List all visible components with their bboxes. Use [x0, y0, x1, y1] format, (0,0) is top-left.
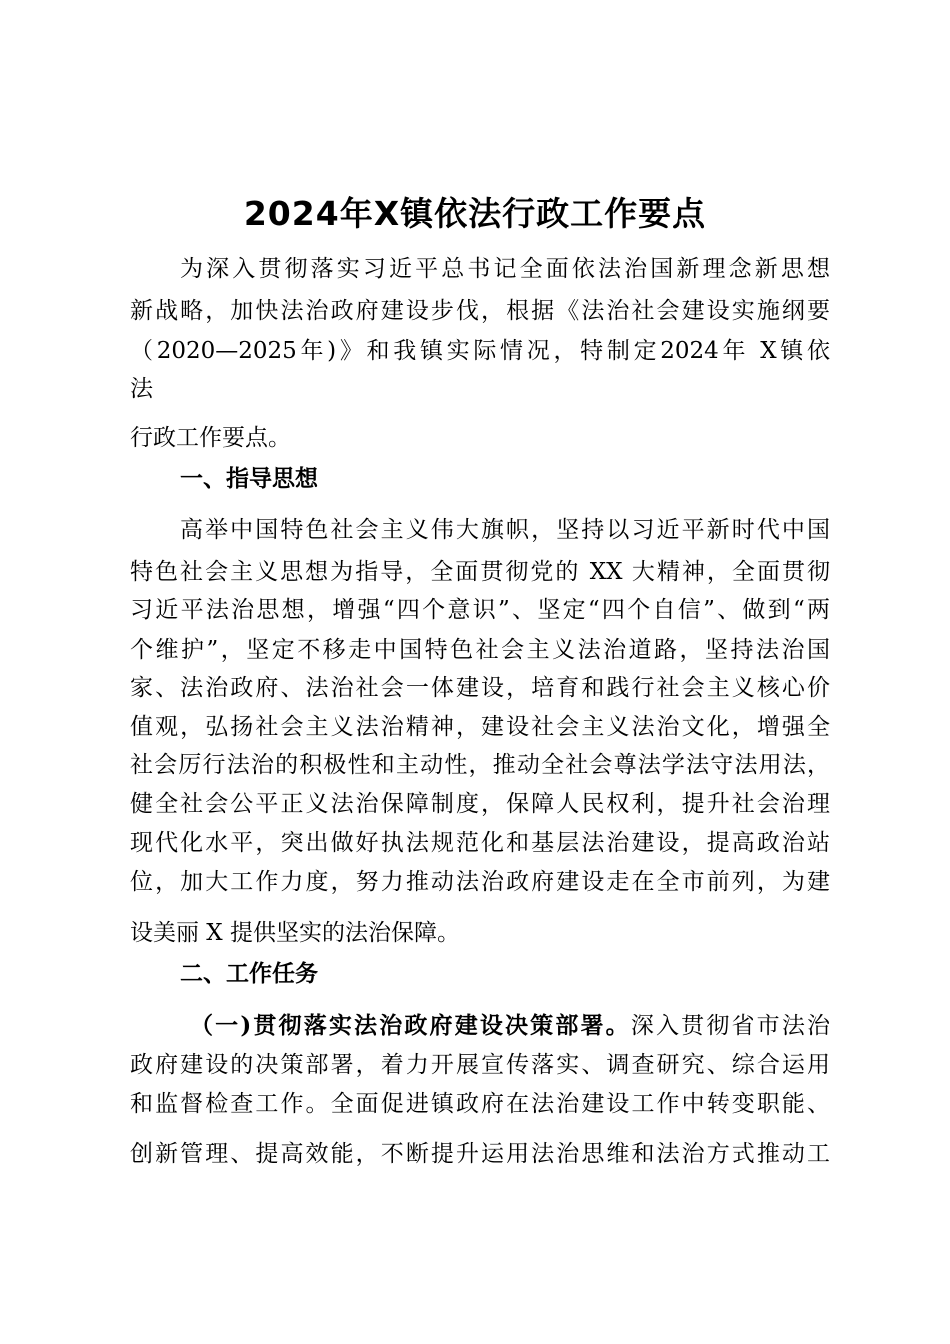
section1-line-1: 高举中国特色社会主义伟大旗帜，坚持以习近平新时代中国: [180, 517, 830, 543]
section1-line-2: 特色社会主义思想为指导，全面贯彻党的 XX 大精神，全面贯彻: [130, 559, 830, 585]
subsection1-line-1: [190, 1006, 830, 1046]
section1-line-3: 习近平法治思想，增强“四个意识”、坚定“四个自信”、做到“两: [130, 597, 830, 623]
intro-line-5: 行政工作要点。: [130, 425, 291, 451]
section1-line-6: 值观，弘扬社会主义法治精神，建设社会主义法治文化，增强全: [130, 714, 830, 740]
section1-line-9: 现代化水平，突出做好执法规范化和基层法治建设，提高政治站: [130, 830, 830, 856]
section1-line-8: 健全社会公平正义法治保障制度，保障人民权利，提升社会治理: [130, 791, 830, 817]
section1-line-4: 个维护”，坚定不移走中国特色社会主义法治道路，坚持法治国: [130, 637, 830, 663]
section-heading-work-tasks: 二、工作任务: [180, 961, 318, 987]
document-title: 2024年X镇依法行政工作要点: [243, 194, 707, 233]
subsection1-line-2: 政府建设的决策部署，着力开展宣传落实、调查研究、综合运用: [130, 1052, 830, 1078]
subsection1-line-3: 和监督检查工作。全面促进镇政府在法治建设工作中转变职能、: [130, 1091, 830, 1117]
subsection1-first-rest: 深入贯彻省市法治: [630, 1013, 830, 1039]
section1-line-5: 家、法治政府、法治社会一体建设，培育和践行社会主义核心价: [130, 675, 830, 701]
intro-line-4: 法: [130, 376, 153, 402]
subsection1-line-4: 创新管理、提高效能，不断提升运用法治思维和法治方式推动工: [130, 1141, 830, 1167]
section-heading-guiding-thought: 一、指导思想: [180, 466, 318, 492]
intro-line-1: 为深入贯彻落实习近平总书记全面依法治国新理念新思想: [180, 256, 830, 282]
intro-line-2: 新战略，加快法治政府建设步伐，根据《法治社会建设实施纲要: [130, 298, 830, 324]
section1-line-10: 位，加大工作力度，努力推动法治政府建设走在全市前列，为建: [130, 869, 830, 895]
subsection1-lead: （一)贯彻落实法治政府建设决策部署。: [190, 1012, 631, 1039]
section1-line-11: 设美丽 X 提供坚实的法治保障。: [130, 920, 460, 946]
intro-line-3: （2020—2025年)》和我镇实际情况，特制定2024年 X镇依: [130, 338, 830, 364]
section1-line-7: 社会厉行法治的积极性和主动性，推动全社会尊法学法守法用法，: [130, 752, 830, 778]
